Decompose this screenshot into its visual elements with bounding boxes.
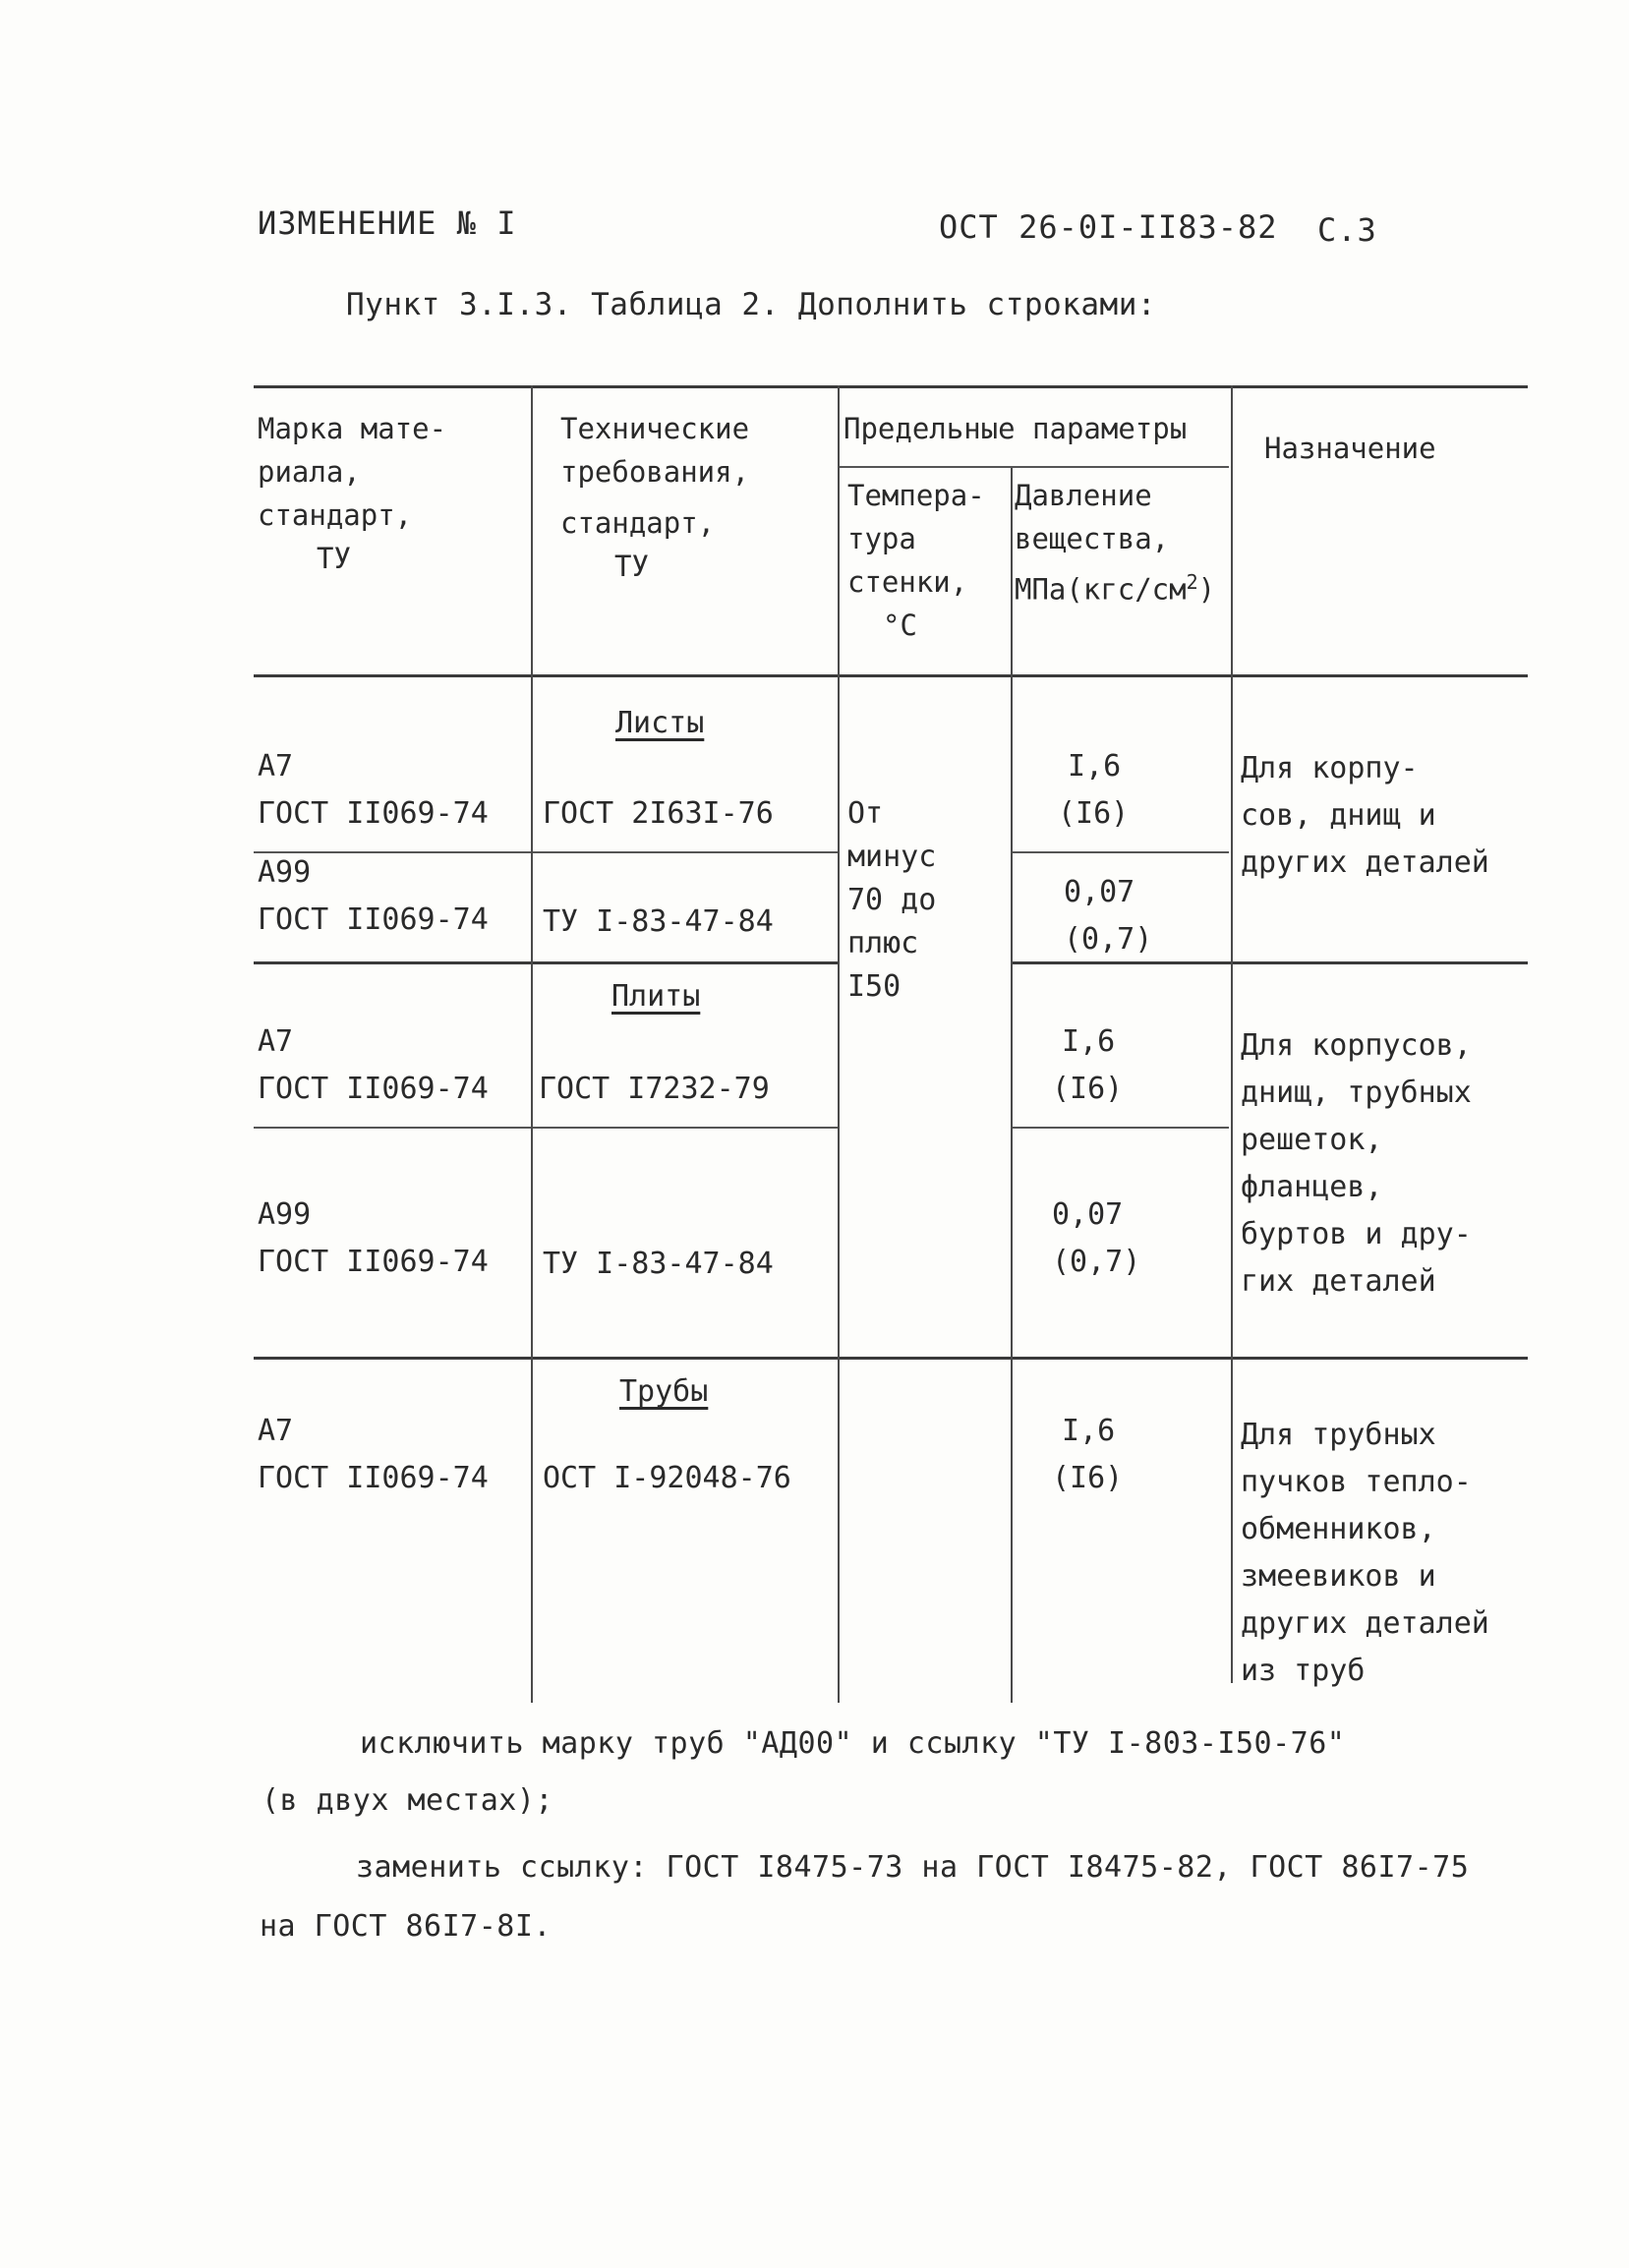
- header-temp: Темпера- тура стенки, °С: [847, 479, 985, 642]
- tech-cell: ТУ I-83-47-84: [543, 904, 774, 939]
- row-divider-2: [254, 1127, 838, 1129]
- limits-underline: [838, 466, 1229, 468]
- header-material: Марка мате- риала, стандарт, ТУ: [258, 412, 447, 575]
- material-cell: А99 ГОСТ II069-74: [258, 1197, 489, 1279]
- purpose-cell: Для трубных пучков тепло- обменников, змеевиков и других деталей из труб: [1241, 1418, 1489, 1688]
- row-divider-1b: [1011, 851, 1229, 853]
- row-divider-2b: [1011, 1127, 1229, 1129]
- table-top-border: [254, 385, 1528, 388]
- section-divider-2: [254, 1357, 1528, 1360]
- temperature-range: От минус 70 до плюс I50: [847, 796, 937, 1004]
- col-divider-3: [1011, 468, 1013, 1703]
- purpose-cell: Для корпу- сов, днищ и других деталей: [1241, 751, 1489, 880]
- col-divider-4: [1231, 385, 1233, 1683]
- col-divider-2: [838, 385, 840, 1703]
- note-exclude-line1: исключить марку труб "АД00" и ссылку "ТУ I-803-I50-76": [360, 1726, 1346, 1761]
- tech-cell: ГОСТ I7232-79: [539, 1072, 770, 1106]
- header-limits: Предельные параметры: [844, 412, 1188, 445]
- pressure-cell: I,6 (I6): [1052, 1414, 1124, 1495]
- pressure-cell: I,6 (I6): [1058, 749, 1130, 831]
- tech-cell: ТУ I-83-47-84: [543, 1247, 774, 1281]
- note-replace-line2: на ГОСТ 86I7-8I.: [260, 1909, 552, 1944]
- pressure-cell: 0,07 (0,7): [1052, 1197, 1141, 1279]
- material-cell: А7 ГОСТ II069-74: [258, 749, 489, 831]
- header-tech: Технические требования, стандарт, ТУ: [560, 412, 750, 583]
- pressure-cell: I,6 (I6): [1052, 1024, 1124, 1106]
- change-number: ИЗМЕНЕНИЕ № I: [258, 204, 517, 242]
- material-cell: А7 ГОСТ II069-74: [258, 1414, 489, 1495]
- page-number: С.3: [1317, 211, 1377, 249]
- standard-number: ОСТ 26-0I-II83-82: [939, 208, 1278, 246]
- col-divider-1: [531, 385, 533, 1703]
- note-replace-line1: заменить ссылку: ГОСТ I8475-73 на ГОСТ I8475-82, ГОСТ 86I7-75: [356, 1850, 1470, 1885]
- header-pressure: Давление вещества, $МПа(кгс/см^2)$: [1015, 479, 1216, 607]
- pressure-cell: 0,07 (0,7): [1064, 875, 1153, 957]
- header-bottom-border: [254, 674, 1528, 677]
- material-cell: А7 ГОСТ II069-74: [258, 1024, 489, 1106]
- header-purpose: Назначение: [1264, 432, 1436, 465]
- section-title-plates: Плиты: [611, 979, 701, 1014]
- section-title-pipes: Трубы: [619, 1374, 709, 1409]
- purpose-cell: Для корпусов, днищ, трубных решеток, фланцев, буртов и дру- гих деталей: [1241, 1028, 1472, 1299]
- section-divider-1: [254, 961, 838, 964]
- tech-cell: ОСТ I-92048-76: [543, 1461, 791, 1495]
- tech-cell: ГОСТ 2I63I-76: [543, 796, 774, 831]
- material-cell: А99 ГОСТ II069-74: [258, 855, 489, 937]
- section-title-sheets: Листы: [615, 706, 705, 740]
- note-exclude-line2: (в двух местах);: [262, 1783, 553, 1818]
- intro-text: Пункт 3.I.3. Таблица 2. Дополнить строками:: [346, 287, 1157, 322]
